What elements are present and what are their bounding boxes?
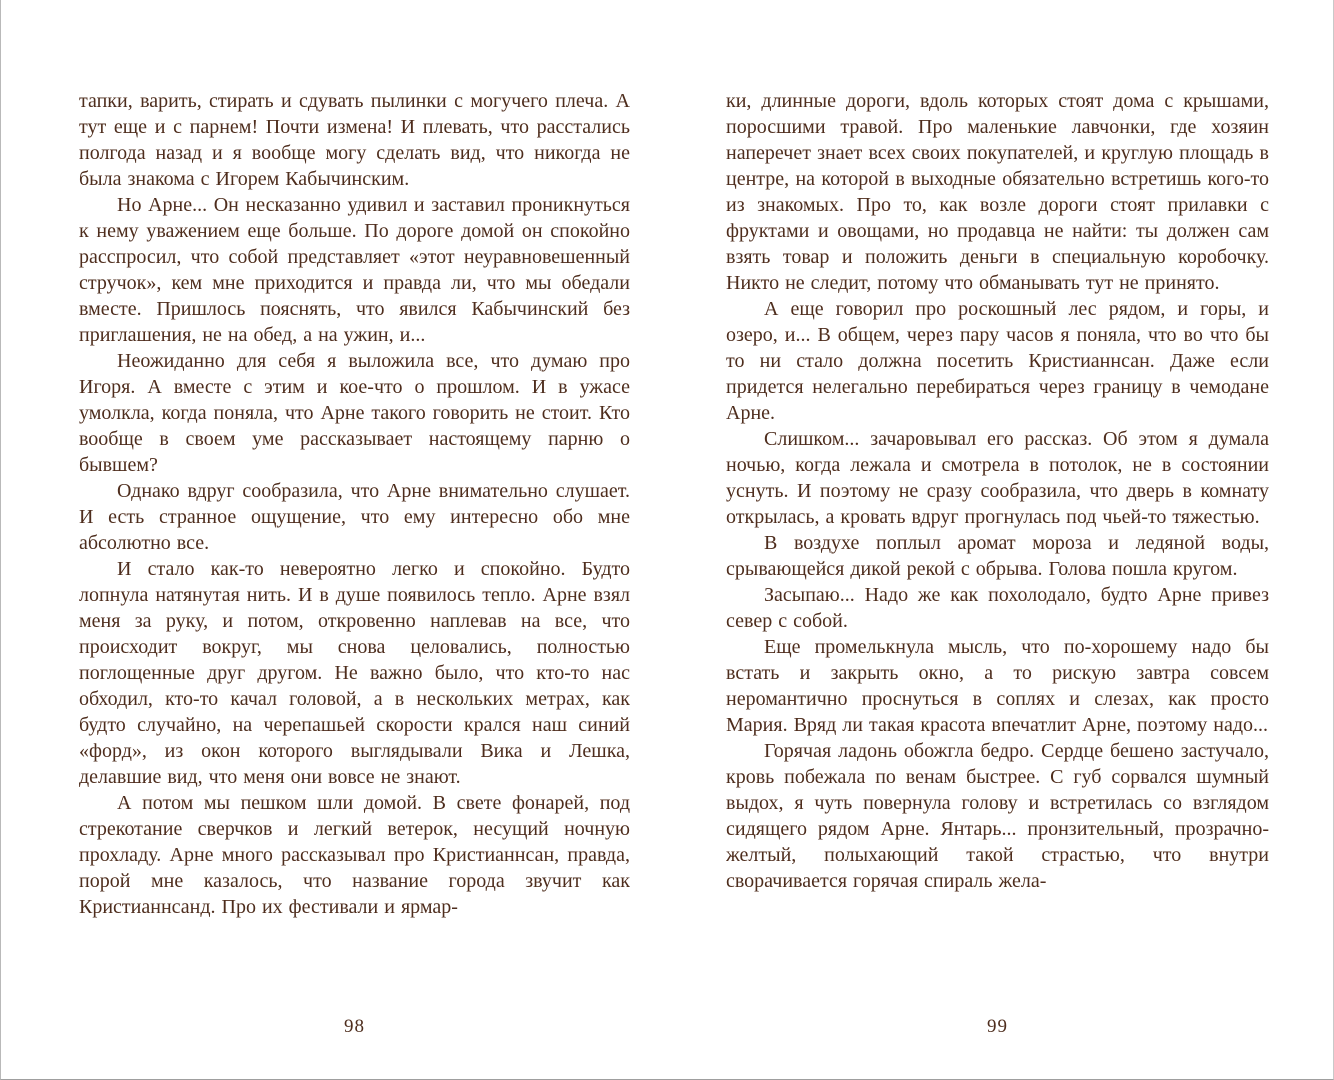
paragraph: тапки, варить, стирать и сдувать пылинки с могучего плеча. А тут еще и с парнем! Почти измена! И плевать, что расстались полгода назад и я вообще могу сделать вид, что никогда не была знакома с Игорем Кабычинским. xyxy=(79,90,630,190)
paragraph: Еще промелькнула мысль, что по-хорошему надо бы встать и закрыть окно, а то рискую завтра совсем неромантично проснуться в соплях и слезах, как просто Мария. Вряд ли такая красота впечатлит Арне, поэтому надо... xyxy=(726,636,1269,736)
page-left-text xyxy=(79,88,630,920)
page-number-right: 99 xyxy=(987,1016,1008,1037)
paragraph: А потом мы пешком шли домой. В свете фонарей, под стрекотание сверчков и легкий ветерок, несущий ночную прохладу. Арне много рассказывал про Кристианнсан, правда, порой мне казалось, что название города звучит как Кристианнсанд. Про их фестивали и ярмар- xyxy=(79,792,630,918)
paragraph: Неожиданно для себя я выложила все, что думаю про Игоря. А вместе с этим и кое-что о прошлом. И в ужасе умолкла, когда поняла, что Арне такого говорить не стоит. Кто вообще в своем уме рассказывает настоящему парню о бывшем? xyxy=(79,350,630,476)
page-right-text xyxy=(726,88,1269,894)
paragraph: Но Арне... Он несказанно удивил и заставил проникнуться к нему уважением еще больше. По дороге домой он спокойно расспросил, что собой представляет «этот неуравновешенный стручок», кем мне приходится и правда ли, что мы обедали вместе. Пришлось пояснять, что явился Кабычинский без приглашения, не на обед, а на ужин, и... xyxy=(79,194,630,346)
paragraph: А еще говорил про роскошный лес рядом, и горы, и озеро, и... В общем, через пару часов я поняла, что во что бы то ни стало должна посетить Кристианнсан. Даже если придется нелегально перебираться через границу в чемодане Арне. xyxy=(726,298,1269,424)
page-right xyxy=(726,88,1269,1080)
paragraph: Засыпаю... Надо же как похолодало, будто Арне привез север с собой. xyxy=(726,584,1269,632)
book-spread xyxy=(1,0,1333,1079)
paragraph: И стало как-то невероятно легко и спокойно. Будто лопнула натянутая нить. И в душе появилось тепло. Арне взял меня за руку, и потом, откровенно наплевав на все, что происходит вокруг, мы снова целовались, полностью поглощенные друг другом. Не важно было, что кто-то нас обходил, кто-то качал головой, а в нескольких метрах, как будто случайно, на черепашьей скорости крался наш синий «форд», из окон которого выглядывали Вика и Лешка, делавшие вид, что меня они вовсе не знают. xyxy=(79,558,630,788)
paragraph: В воздухе поплыл аромат мороза и ледяной воды, срывающейся дикой рекой с обрыва. Голова пошла кругом. xyxy=(726,532,1269,580)
paragraph: ки, длинные дороги, вдоль которых стоят дома с крышами, поросшими травой. Про маленькие лавчонки, где хозяин наперечет знает всех своих покупателей, и круглую площадь в центре, на которой в выходные обязательно встретишь кого-то из знакомых. Про то, как возле дороги стоят прилавки с фруктами и овощами, но продавца не найти: ты должен сам взять товар и положить деньги в специальную коробочку. Никто не следит, потому что обманывать тут не принято. xyxy=(726,90,1269,294)
paragraph: Горячая ладонь обожгла бедро. Сердце бешено застучало, кровь побежала по венам быстрее. С губ сорвался шумный выдох, я чуть повернула голову и встретилась со взглядом сидящего рядом Арне. Янтарь... пронзительный, прозрачно-желтый, полыхающий такой страстью, что внутри сворачивается горячая спираль жела- xyxy=(726,740,1269,892)
page-number-left: 98 xyxy=(344,1016,365,1037)
paragraph: Слишком... зачаровывал его рассказ. Об этом я думала ночью, когда лежала и смотрела в потолок, не в состоянии уснуть. И поэтому не сразу сообразила, что дверь в комнату открылась, а кровать вдруг прогнулась под чьей-то тяжестью. xyxy=(726,428,1269,528)
page-left xyxy=(79,88,630,1080)
paragraph: Однако вдруг сообразила, что Арне внимательно слушает. И есть странное ощущение, что ему интересно обо мне абсолютно все. xyxy=(79,480,630,554)
